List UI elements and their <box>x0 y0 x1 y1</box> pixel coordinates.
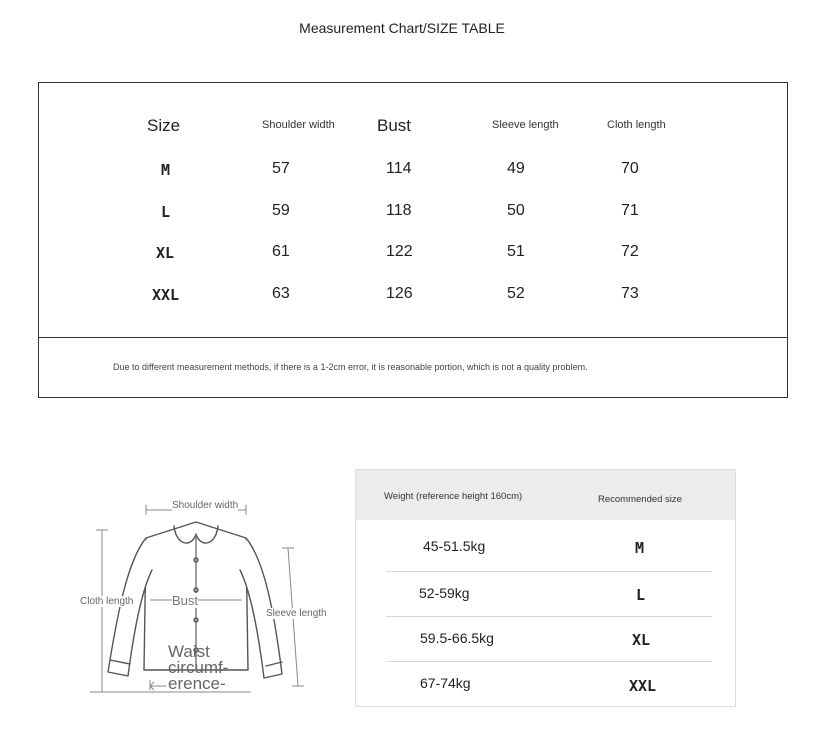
table-cell: 114 <box>386 160 412 177</box>
row-divider <box>386 661 712 662</box>
table-cell-size: M <box>635 539 645 557</box>
diagram-label-waist: Waist circumf- erence- <box>168 642 229 693</box>
diagram-label-bust: Bust <box>172 593 199 608</box>
table-cell: 63 <box>272 285 290 302</box>
header-bust: Bust <box>377 116 412 135</box>
table-cell: 72 <box>621 243 639 260</box>
table-row-size: L <box>161 203 171 221</box>
table-cell: 126 <box>386 285 413 302</box>
size-table <box>38 82 788 398</box>
table-cell: 59 <box>272 202 290 219</box>
header-weight: Weight (reference height 160cm) <box>384 491 523 502</box>
table-cell: 57 <box>272 160 290 177</box>
table-cell-size: XXL <box>629 677 657 695</box>
table-row-size: M <box>161 161 171 179</box>
table-cell: 118 <box>386 202 412 219</box>
table-cell-weight: 59.5-66.5kg <box>420 630 494 646</box>
diagram-label-sleeve-length: Sleeve length <box>266 608 327 619</box>
table-cell: 122 <box>386 243 413 260</box>
table-cell-weight: 45-51.5kg <box>423 538 486 554</box>
table-divider <box>39 337 787 338</box>
diagram-label-cloth-length: Cloth length <box>80 596 134 607</box>
table-row-size: XL <box>156 244 175 262</box>
header-sleeve-length: Sleeve length <box>492 119 559 131</box>
diagram-label-shoulder-width: Shoulder width <box>172 500 239 511</box>
header-recommended-size: Recommended size <box>598 494 682 505</box>
header-size: Size <box>147 116 181 135</box>
header-shoulder-width: Shoulder width <box>262 119 335 131</box>
table-cell: 71 <box>621 202 639 219</box>
table-cell: 73 <box>621 285 639 302</box>
table-cell: 51 <box>507 243 525 260</box>
table-cell: 49 <box>507 160 525 177</box>
table-cell: 52 <box>507 285 525 302</box>
table-cell-weight: 67-74kg <box>420 675 471 691</box>
table-cell-size: L <box>636 586 646 604</box>
table-cell: 61 <box>272 243 290 260</box>
garment-diagram <box>76 490 346 710</box>
page-title: Measurement Chart/SIZE TABLE <box>299 20 505 36</box>
table-cell: 70 <box>621 160 639 177</box>
table-cell-size: XL <box>632 631 651 649</box>
table-row-size: XXL <box>152 286 180 304</box>
measurement-note: Due to different measurement methods, if there is a 1-2cm error, it is reasonable portion, which is not a quality problem. <box>113 362 588 372</box>
weight-table <box>355 469 736 707</box>
table-cell-weight: 52-59kg <box>419 585 470 601</box>
row-divider <box>386 616 712 617</box>
header-cloth-length: Cloth length <box>607 119 666 131</box>
row-divider <box>386 571 712 572</box>
table-cell: 50 <box>507 202 525 219</box>
